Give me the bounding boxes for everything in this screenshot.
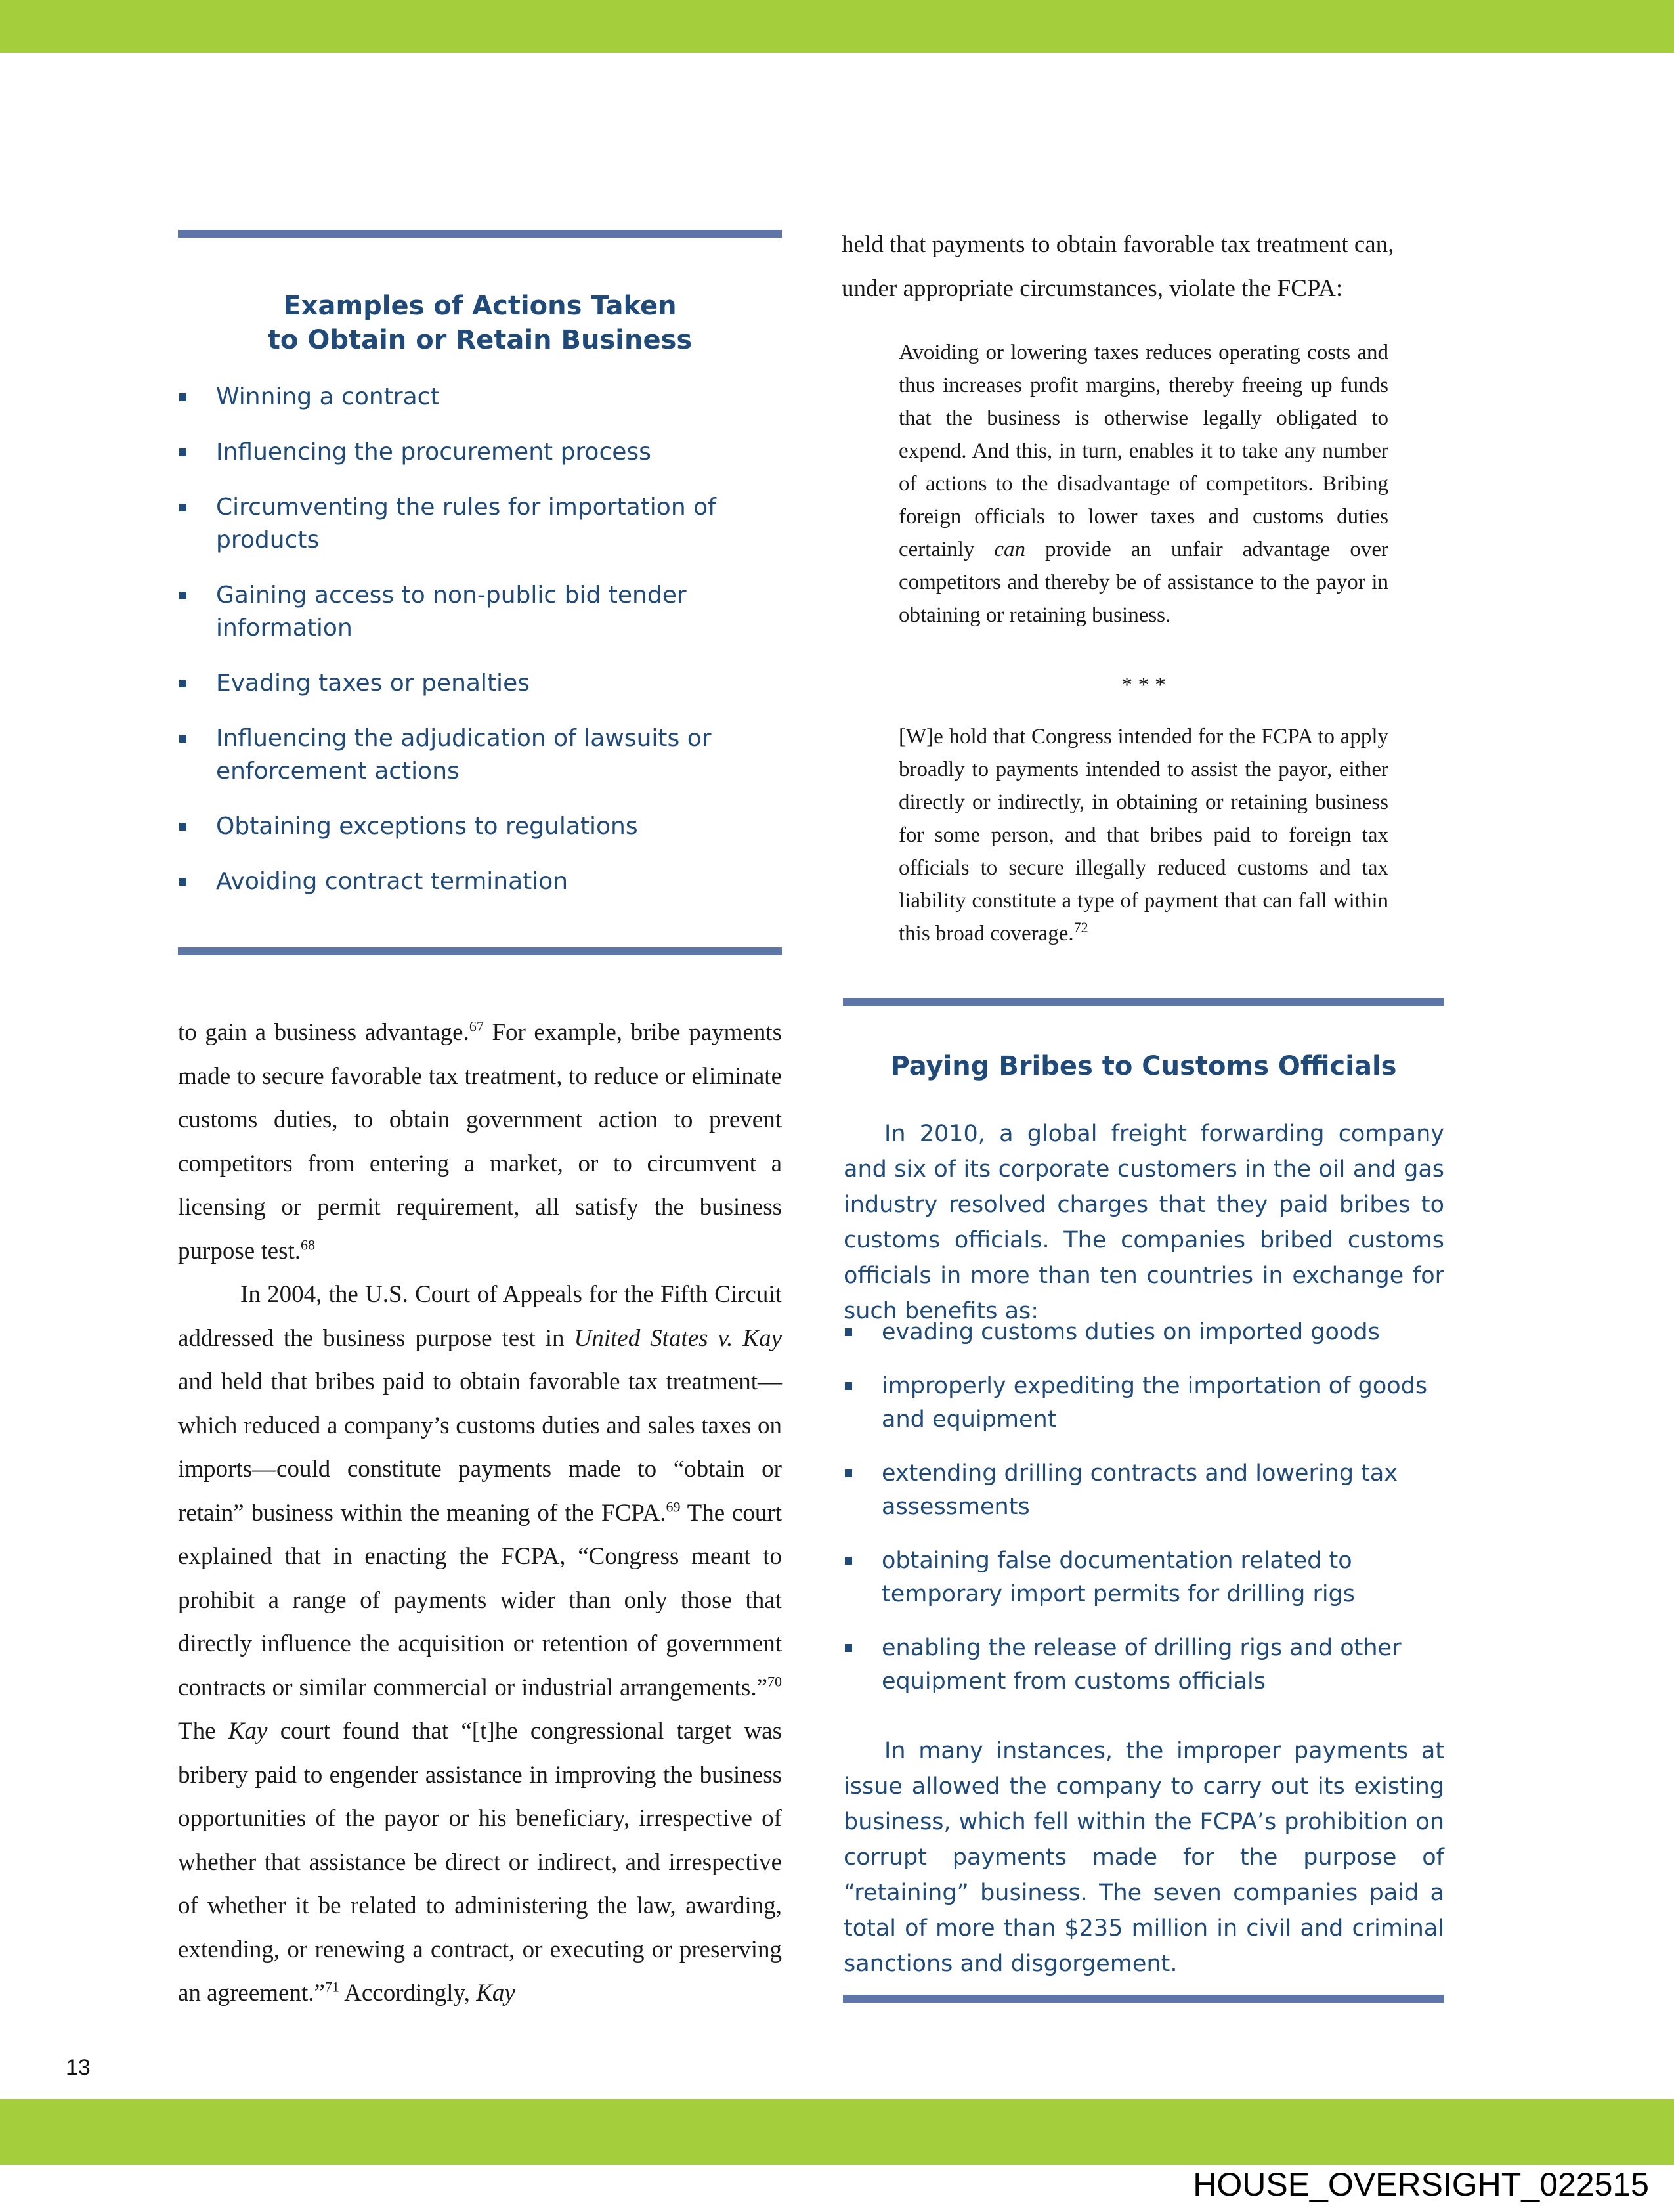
right-body-text	[842, 223, 1446, 311]
body-paragraph: In 2004, the U.S. Court of Appeals for the Fifth Circuit addressed the business purpose test in United States v. Kay and held that bribes paid to obtain favorable tax treatment—which reduced a company’s customs duties and sales taxes on imports—could constitute payments made to “obtain or retain” business within the meaning of the FCPA.$^{69}$ The court explained that in enacting the FCPA, “Congress meant to prohibit a range of payments wider than only those that directly influence the acquisition or retention of government contracts or similar commercial or industrial arrangements.”$^{70}$ The Kay court found that “[t]he congressional target was bribery paid to engender assistance in improving the business opportunities of the payor or his beneficiary, irrespective of whether that assistance be direct or indirect, and irrespective of whether it be related to administering the law, awarding, extending, or renewing a contract, or executing or preserving an agreement.”$^{71}$ Accordingly, Kay	[178, 1281, 783, 2006]
body-paragraph: to gain a business advantage.$^{67}$ For example, bribe payments made to secure favorable tax treatment, to reduce or eliminate customs duties, to obtain government action to prevent competitors from entering a market, or to circumvent a licensing or permit requirement, all satisfy the business purpose test.$^{68}$	[178, 1018, 782, 1265]
list-item: Circumventing the rules for importation of products	[178, 491, 756, 557]
left-box-top-rule	[178, 230, 782, 238]
list-item: extending drilling contracts and lowering tax assessments	[844, 1457, 1441, 1524]
square-bullet-icon	[179, 504, 186, 511]
square-bullet-icon	[179, 735, 186, 743]
list-item: improperly expediting the importation of goods and equipment	[844, 1370, 1441, 1437]
footnote-ref[interactable]: 70	[767, 1673, 782, 1690]
list-item: Avoiding contract termination	[178, 865, 756, 898]
footnote-ref[interactable]: 71	[324, 1978, 339, 1995]
footer-accent-bar	[0, 2099, 1674, 2165]
case-study-paragraph: In many instances, the improper payments at issue allowed the company to carry out its existing business, which fell within the FCPA’s prohibition on corrupt payments made for the purpose of “retaining” business. The seven companies paid a total of more than $235 million in civil and criminal sanctions and disgorgement.	[844, 1738, 1444, 1977]
benefits-list	[844, 1316, 1441, 1719]
case-name: United States v. Kay	[574, 1324, 782, 1352]
square-bullet-icon	[845, 1644, 852, 1652]
square-bullet-icon	[845, 1557, 852, 1565]
left-body-text	[178, 1011, 782, 2016]
block-quote: [W]e hold that Congress intended for the FCPA to apply broadly to payments intended to assist the payor, either directly or indirectly, in obtaining or retaining business for some person, and that bribes paid to foreign tax officials to secure illegally reduced customs and tax liability constitute a type of payment that can fall within this broad coverage.$^{72}$	[899, 725, 1388, 945]
list-item: Obtaining exceptions to regulations	[178, 810, 756, 843]
left-box-title-line2: to Obtain or Retain Business	[267, 325, 693, 355]
actions-list	[178, 381, 756, 921]
footnote-ref[interactable]: 72	[1073, 919, 1088, 936]
list-item: Influencing the adjudication of lawsuits or enforcement actions	[178, 722, 756, 788]
right-box-top-rule	[843, 998, 1444, 1006]
square-bullet-icon	[845, 1382, 852, 1390]
left-box-bottom-rule	[178, 947, 782, 955]
left-box-title-line1: Examples of Actions Taken	[283, 291, 677, 321]
emphasis: can	[994, 538, 1026, 561]
case-name: Kay	[228, 1718, 268, 1745]
list-item: Influencing the procurement process	[178, 436, 756, 469]
square-bullet-icon	[845, 1469, 852, 1477]
list-item: enabling the release of drilling rigs and other equipment from customs officials	[844, 1632, 1441, 1699]
footnote-ref[interactable]: 69	[666, 1498, 681, 1515]
list-item: Gaining access to non-public bid tender information	[178, 579, 756, 645]
square-bullet-icon	[845, 1328, 852, 1336]
case-study-paragraph: In 2010, a global freight forwarding company and six of its corporate customers in the oil and gas industry resolved charges that they paid bribes to customs officials. The companies bribed customs officials in more than ten countries in exchange for such benefits as:	[844, 1121, 1444, 1324]
right-box-title: Paying Bribes to Customs Officials	[890, 1051, 1397, 1081]
list-item: evading customs duties on imported goods	[844, 1316, 1441, 1349]
block-quote: Avoiding or lowering taxes reduces operating costs and thus increases profit margins, thereby freeing up funds that the business is otherwise legally obligated to expend. And this, in turn, enables it to take any number of actions to the disadvantage of competitors. Bribing foreign officials to lower taxes and customs duties certainly can provide an unfair advantage over competitors and thereby be of assistance to the payor in obtaining or retaining business.	[899, 341, 1389, 627]
footnote-ref[interactable]: 67	[469, 1018, 484, 1035]
list-item: Evading taxes or penalties	[178, 667, 756, 700]
square-bullet-icon	[179, 878, 186, 886]
square-bullet-icon	[179, 448, 186, 456]
square-bullet-icon	[179, 823, 186, 831]
section-separator: * * *	[1121, 673, 1166, 697]
body-paragraph: held that payments to obtain favorable tax treatment can, under appropriate circumstances, violate the FCPA:	[842, 231, 1394, 302]
list-item: Winning a contract	[178, 381, 756, 414]
header-accent-bar	[0, 0, 1674, 53]
footnote-ref[interactable]: 68	[301, 1236, 316, 1253]
right-box-bottom-rule	[843, 1995, 1444, 2003]
square-bullet-icon	[179, 592, 186, 599]
left-box-title	[178, 289, 782, 357]
case-name: Kay	[476, 1980, 515, 2006]
bates-stamp: HOUSE_OVERSIGHT_022515	[1193, 2166, 1649, 2203]
page-number: 13	[66, 2055, 91, 2080]
list-item: obtaining false documentation related to temporary import permits for drilling rigs	[844, 1544, 1441, 1611]
square-bullet-icon	[179, 393, 186, 401]
square-bullet-icon	[179, 680, 186, 687]
